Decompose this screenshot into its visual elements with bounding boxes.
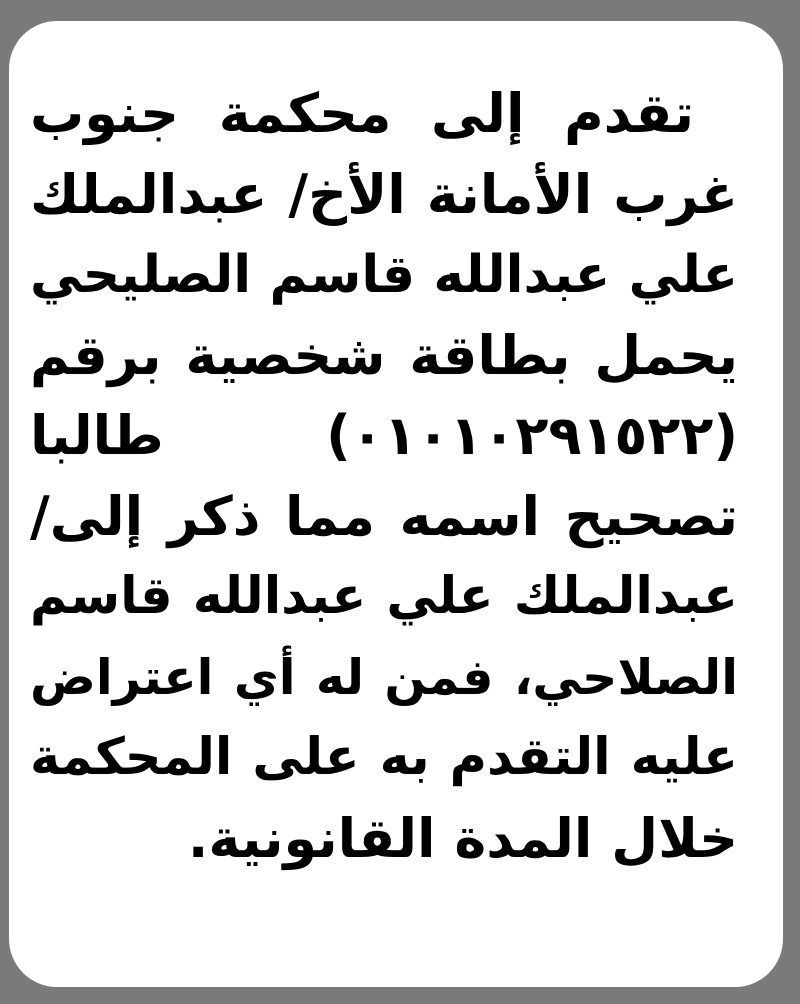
notice-line-2: غرب الأمانة الأخ/ عبدالملك [30, 162, 738, 226]
notice-line-10: خلال المدة القانونية. [187, 806, 738, 870]
notice-line-5: (٠١٠١٠٢٩١٥٢٢) طالبا [30, 404, 738, 467]
notice-line-8: الصلاحي، فمن له أي اعتراض [30, 648, 738, 706]
notice-line-7: عبدالملك علي عبدالله قاسم [30, 567, 738, 626]
notice-line-9: عليه التقدم به على المحكمة [30, 728, 738, 787]
notice-line-4: يحمل بطاقة شخصية برقم [30, 323, 738, 387]
name-correction-notice [30, 74, 738, 879]
notice-line-6: تصحيح اسمه مما ذكر إلى/ [30, 484, 738, 548]
notice-line-1: تقدم إلى محكمة جنوب [30, 82, 694, 145]
notice-line-3: علي عبدالله قاسم الصليحي [30, 245, 738, 305]
